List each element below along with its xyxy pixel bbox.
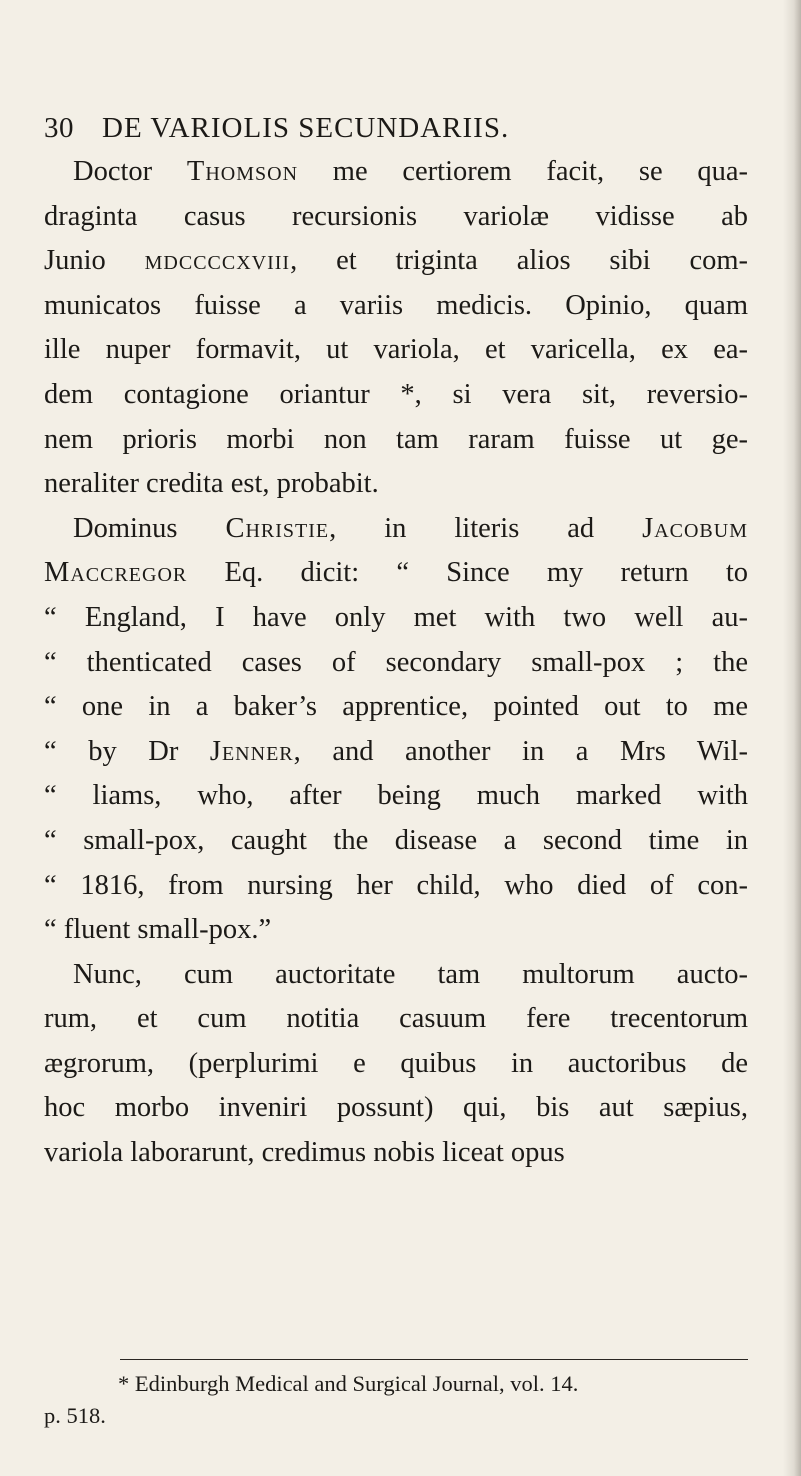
text-line [44,685,748,730]
text-segment: ægrorum, (perplurimi e quibus in auctoribus de [44,1047,748,1079]
text-line [44,864,748,909]
text-segment: variola laborarunt, credimus nobis liceat opus [44,1137,565,1169]
text-line [44,730,748,775]
text-line [44,953,748,998]
text-segment: “ fluent small-pox.” [44,914,272,946]
text-segment: “ liams, who, after being much marked with [44,780,748,812]
text-line [44,819,748,864]
text-segment: , and another in a Mrs Wil- [293,735,748,767]
body-text [44,150,748,1176]
text-segment: rum, et cum notitia casuum fere trecentorum [44,1003,748,1035]
text-segment: “ England, I have only met with two well au- [44,601,748,633]
text-line [44,418,748,463]
text-line [44,150,748,195]
text-line [44,195,748,240]
paragraph [44,953,748,1176]
footnote-line: p. 518. [44,1403,106,1428]
text-segment: “ one in a baker’s apprentice, pointed out to me [44,691,748,723]
page-header [44,112,744,152]
footnote-line: * Edinburgh Medical and Surgical Journal, vol. 14. [118,1371,579,1396]
small-caps-name: Jenner [209,735,294,767]
text-segment: “ small-pox, caught the disease a second time in [44,824,748,856]
small-caps-name: Thomson [186,156,299,187]
footnote-rule [120,1359,748,1360]
text-line [44,328,748,373]
text-segment: “ thenticated cases of secondary small-pox ; the [44,646,748,678]
text-line [44,1042,748,1087]
text-segment: , et triginta alios sibi com- [290,245,748,277]
running-head: DE VARIOLIS SECUNDARIIS. [102,112,510,144]
small-caps-name: mdccccxviii [144,245,291,277]
text-line [44,1086,748,1131]
text-line [44,373,748,418]
text-line [44,551,748,596]
text-segment: nem prioris morbi non tam raram fuisse ut ge- [44,423,748,455]
text-segment: hoc morbo inveniri possunt) qui, bis aut sæpius, [44,1092,748,1124]
text-line [44,641,748,686]
text-segment: Nunc, cum auctoritate tam multorum aucto- [73,958,748,990]
text-segment: ille nuper formavit, ut variola, et varicella, ex ea- [44,334,748,366]
paragraph [44,507,748,953]
text-segment: dem contagione oriantur *, si vera sit, reversio- [44,378,748,410]
text-segment: Eq. dicit: “ Since my return to [187,557,748,589]
text-line [44,239,748,284]
text-line [44,284,748,329]
small-caps-name: Christie [225,512,330,544]
text-line [44,774,748,819]
text-line [44,997,748,1042]
text-segment: Junio [44,245,145,277]
text-line [44,596,748,641]
text-line [44,1131,748,1176]
small-caps-name: Maccregor [44,557,188,589]
text-segment: me certiorem facit, se qua- [298,156,749,187]
text-segment: Dominus [73,512,226,544]
text-segment: neraliter credita est, probabit. [44,468,379,500]
text-line [44,908,748,953]
page-number: 30 [44,112,74,144]
small-caps-name: Jacobum [642,512,748,544]
footnote [44,1368,748,1432]
text-segment: municatos fuisse a variis medicis. Opinio, quam [44,289,748,321]
text-segment: , in literis ad [329,512,643,544]
text-segment: “ 1816, from nursing her child, who died of con- [44,869,748,901]
text-line [44,507,748,552]
text-line [44,462,748,507]
text-segment: draginta casus recursionis variolæ vidisse ab [44,200,748,232]
page-edge-shadow [783,0,801,1476]
text-segment: “ by Dr [44,735,210,767]
paragraph [44,150,748,507]
text-segment: Doctor [73,156,187,187]
